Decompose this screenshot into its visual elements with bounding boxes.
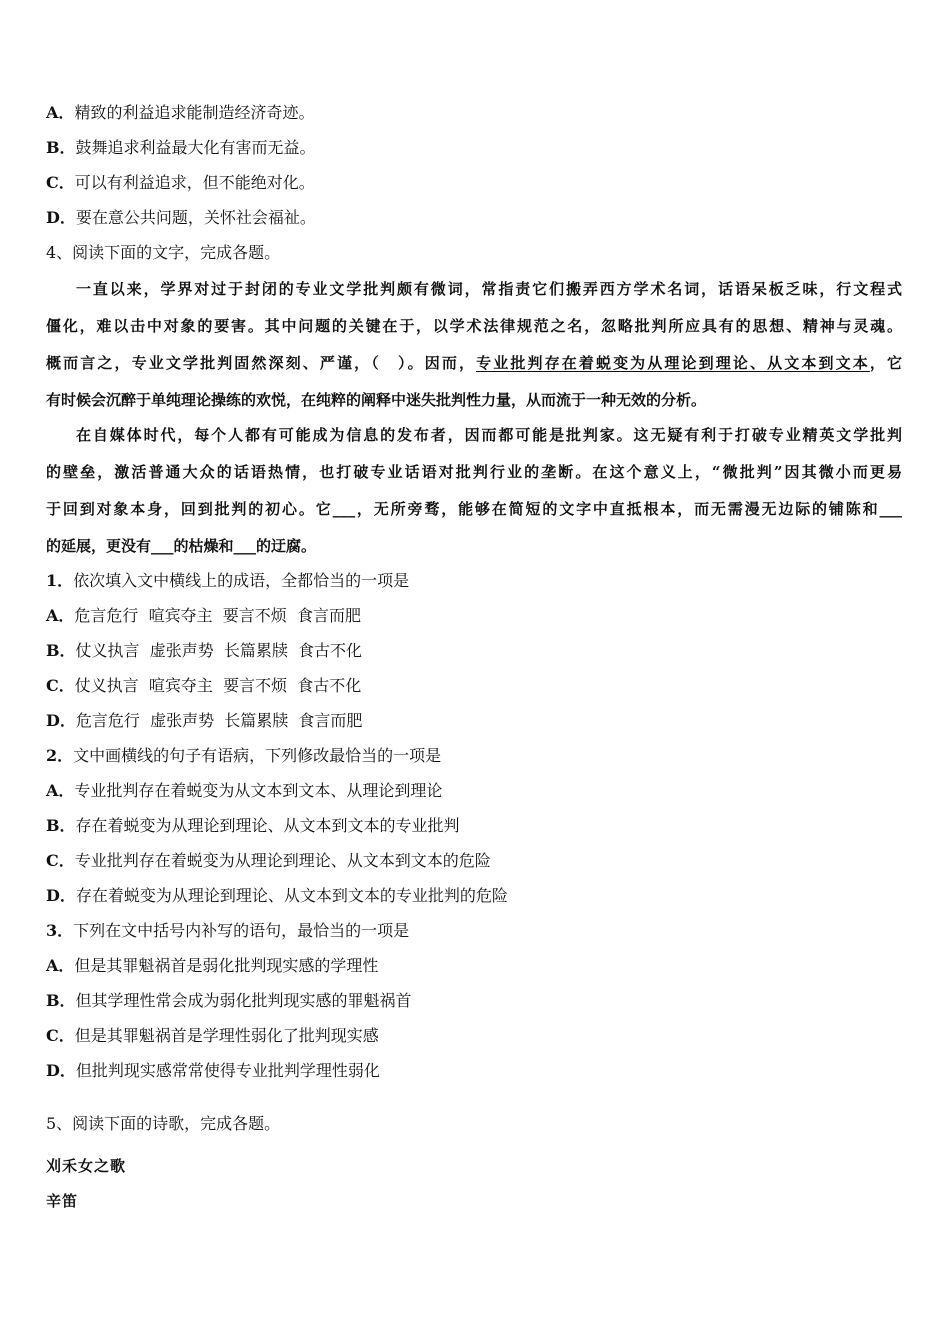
stem-text: 下列在文中括号内补写的语句，最恰当的一项是 — [73, 921, 410, 940]
passage-text: ，它 — [869, 354, 902, 372]
option-text: 危言危行 虚张声势 长篇累牍 食言而肥 — [75, 711, 363, 730]
passage-p1-line4: 有时候会沉醉于单纯理论操练的欢悦，在纯粹的阐释中迷失批判性力量，从而流于一种无效的分析。 — [46, 391, 707, 409]
sub1-option-a — [46, 606, 361, 626]
sub3-option-a — [46, 956, 378, 976]
poem-author: 辛笛 — [46, 1192, 79, 1210]
passage-p1-line1: 一直以来，学界对过于封闭的专业文学批判颇有微词，常指责它们搬弄西方学术名词，话语呆板乏味，行文程式 — [76, 280, 902, 298]
sub1-option-b — [46, 641, 362, 661]
sub3-option-c — [46, 1026, 379, 1046]
option-label: D． — [46, 711, 76, 730]
passage-p2-line3: 于回到对象本身，回到批判的初心。它___，无所旁骛，能够在简短的文字中直抵根本，而无需漫无边际的铺陈和___ — [46, 500, 902, 518]
stem-text: 依次填入文中横线上的成语，全都恰当的一项是 — [73, 571, 410, 590]
option-text: 仗义执言 喧宾夺主 要言不烦 食古不化 — [74, 676, 362, 695]
poem-title: 刈禾女之歌 — [46, 1157, 127, 1175]
stem-label: 3． — [46, 921, 74, 940]
underlined-sentence: 专业批判存在着蜕变为从理论到理论、从文本到文本 — [476, 354, 870, 372]
sub3-option-b — [46, 991, 412, 1011]
option-text: 鼓舞追求利益最大化有害而无益。 — [75, 138, 316, 157]
q5-heading: 5、阅读下面的诗歌，完成各题。 — [46, 1114, 281, 1133]
passage-text: 概而言之，专业文学批判固然深刻、严谨，（ ）。因而， — [46, 354, 477, 372]
option-text: 但是其罪魁祸首是学理性弱化了批判现实感 — [74, 1026, 379, 1045]
passage-p2-line1: 在自媒体时代，每个人都有可能成为信息的发布者，因而都可能是批判家。这无疑有利于打破专业精英文学批判 — [76, 426, 902, 444]
stem-label: 1． — [46, 571, 74, 590]
option-label: C． — [46, 676, 75, 695]
option-text: 精致的利益追求能制造经济奇迹。 — [74, 103, 315, 122]
sub3-option-d — [46, 1061, 380, 1081]
option-label: C． — [46, 851, 75, 870]
passage-p2-line2: 的壁垒，激活普通大众的话语热情，也打破专业话语对批判行业的垄断。在这个意义上，“微批判”因其微小而更易 — [46, 463, 902, 481]
option-text: 可以有利益追求，但不能绝对化。 — [74, 173, 315, 192]
option-text: 但批判现实感常常使得专业批判学理性弱化 — [75, 1061, 380, 1080]
passage-p1-line2: 僵化，难以击中对象的要害。其中问题的关键在于，以学术法律规范之名，忽略批判所应具有的思想、精神与灵魂。 — [46, 317, 902, 335]
option-label: A — [46, 103, 59, 122]
sub1-stem — [46, 571, 409, 591]
option-label: A． — [46, 956, 75, 975]
option-label: B． — [46, 991, 76, 1010]
option-label: C — [46, 173, 59, 192]
option-text: 危言危行 喧宾夺主 要言不烦 食言而肥 — [74, 606, 361, 625]
option-label: C． — [46, 1026, 75, 1045]
option-label: D． — [46, 1061, 76, 1080]
option-text: 专业批判存在着蜕变为从文本到文本、从理论到理论 — [74, 781, 443, 800]
option-text: 存在着蜕变为从理论到理论、从文本到文本的专业批判的危险 — [75, 886, 508, 905]
option-label: B． — [46, 816, 76, 835]
sub2-option-c — [46, 851, 491, 871]
option-text: 要在意公共问题，关怀社会福祉。 — [75, 208, 316, 227]
sub1-option-c — [46, 676, 361, 696]
option-label: A． — [46, 606, 75, 625]
option-text: 但是其罪魁祸首是弱化批判现实感的学理性 — [74, 956, 379, 975]
stem-text: 文中画横线的句子有语病，下列修改最恰当的一项是 — [73, 746, 442, 765]
sub3-stem — [46, 921, 409, 941]
sub2-stem — [46, 746, 441, 766]
stem-label: 2． — [46, 746, 74, 765]
sub2-option-b — [46, 816, 460, 836]
sub1-option-d — [46, 711, 362, 731]
option-text: 但其学理性常会成为弱化批判现实感的罪魁祸首 — [75, 991, 412, 1010]
q3-option-d: D．要在意公共问题，关怀社会福祉。 — [46, 208, 316, 227]
option-label: B — [46, 138, 60, 157]
option-label: A． — [46, 781, 75, 800]
q3-option-c: C．可以有利益追求，但不能绝对化。 — [46, 173, 315, 192]
option-label: B． — [46, 641, 76, 660]
sub2-option-d — [46, 886, 508, 906]
option-text: 仗义执言 虚张声势 长篇累牍 食古不化 — [75, 641, 363, 660]
q3-option-b: B．鼓舞追求利益最大化有害而无益。 — [46, 138, 316, 157]
passage-p2-line4: 的延展，更没有___的枯燥和___的迂腐。 — [46, 537, 317, 555]
q3-option-a: A．精致的利益追求能制造经济奇迹。 — [46, 103, 315, 122]
option-text: 专业批判存在着蜕变为从理论到理论、从文本到文本的危险 — [74, 851, 491, 870]
sub2-option-a — [46, 781, 442, 801]
q4-heading: 4、阅读下面的文字，完成各题。 — [46, 243, 281, 262]
option-text: 存在着蜕变为从理论到理论、从文本到文本的专业批判 — [75, 816, 460, 835]
option-label: D． — [46, 886, 76, 905]
option-label: D — [46, 208, 60, 227]
passage-p1-line3 — [46, 353, 902, 373]
